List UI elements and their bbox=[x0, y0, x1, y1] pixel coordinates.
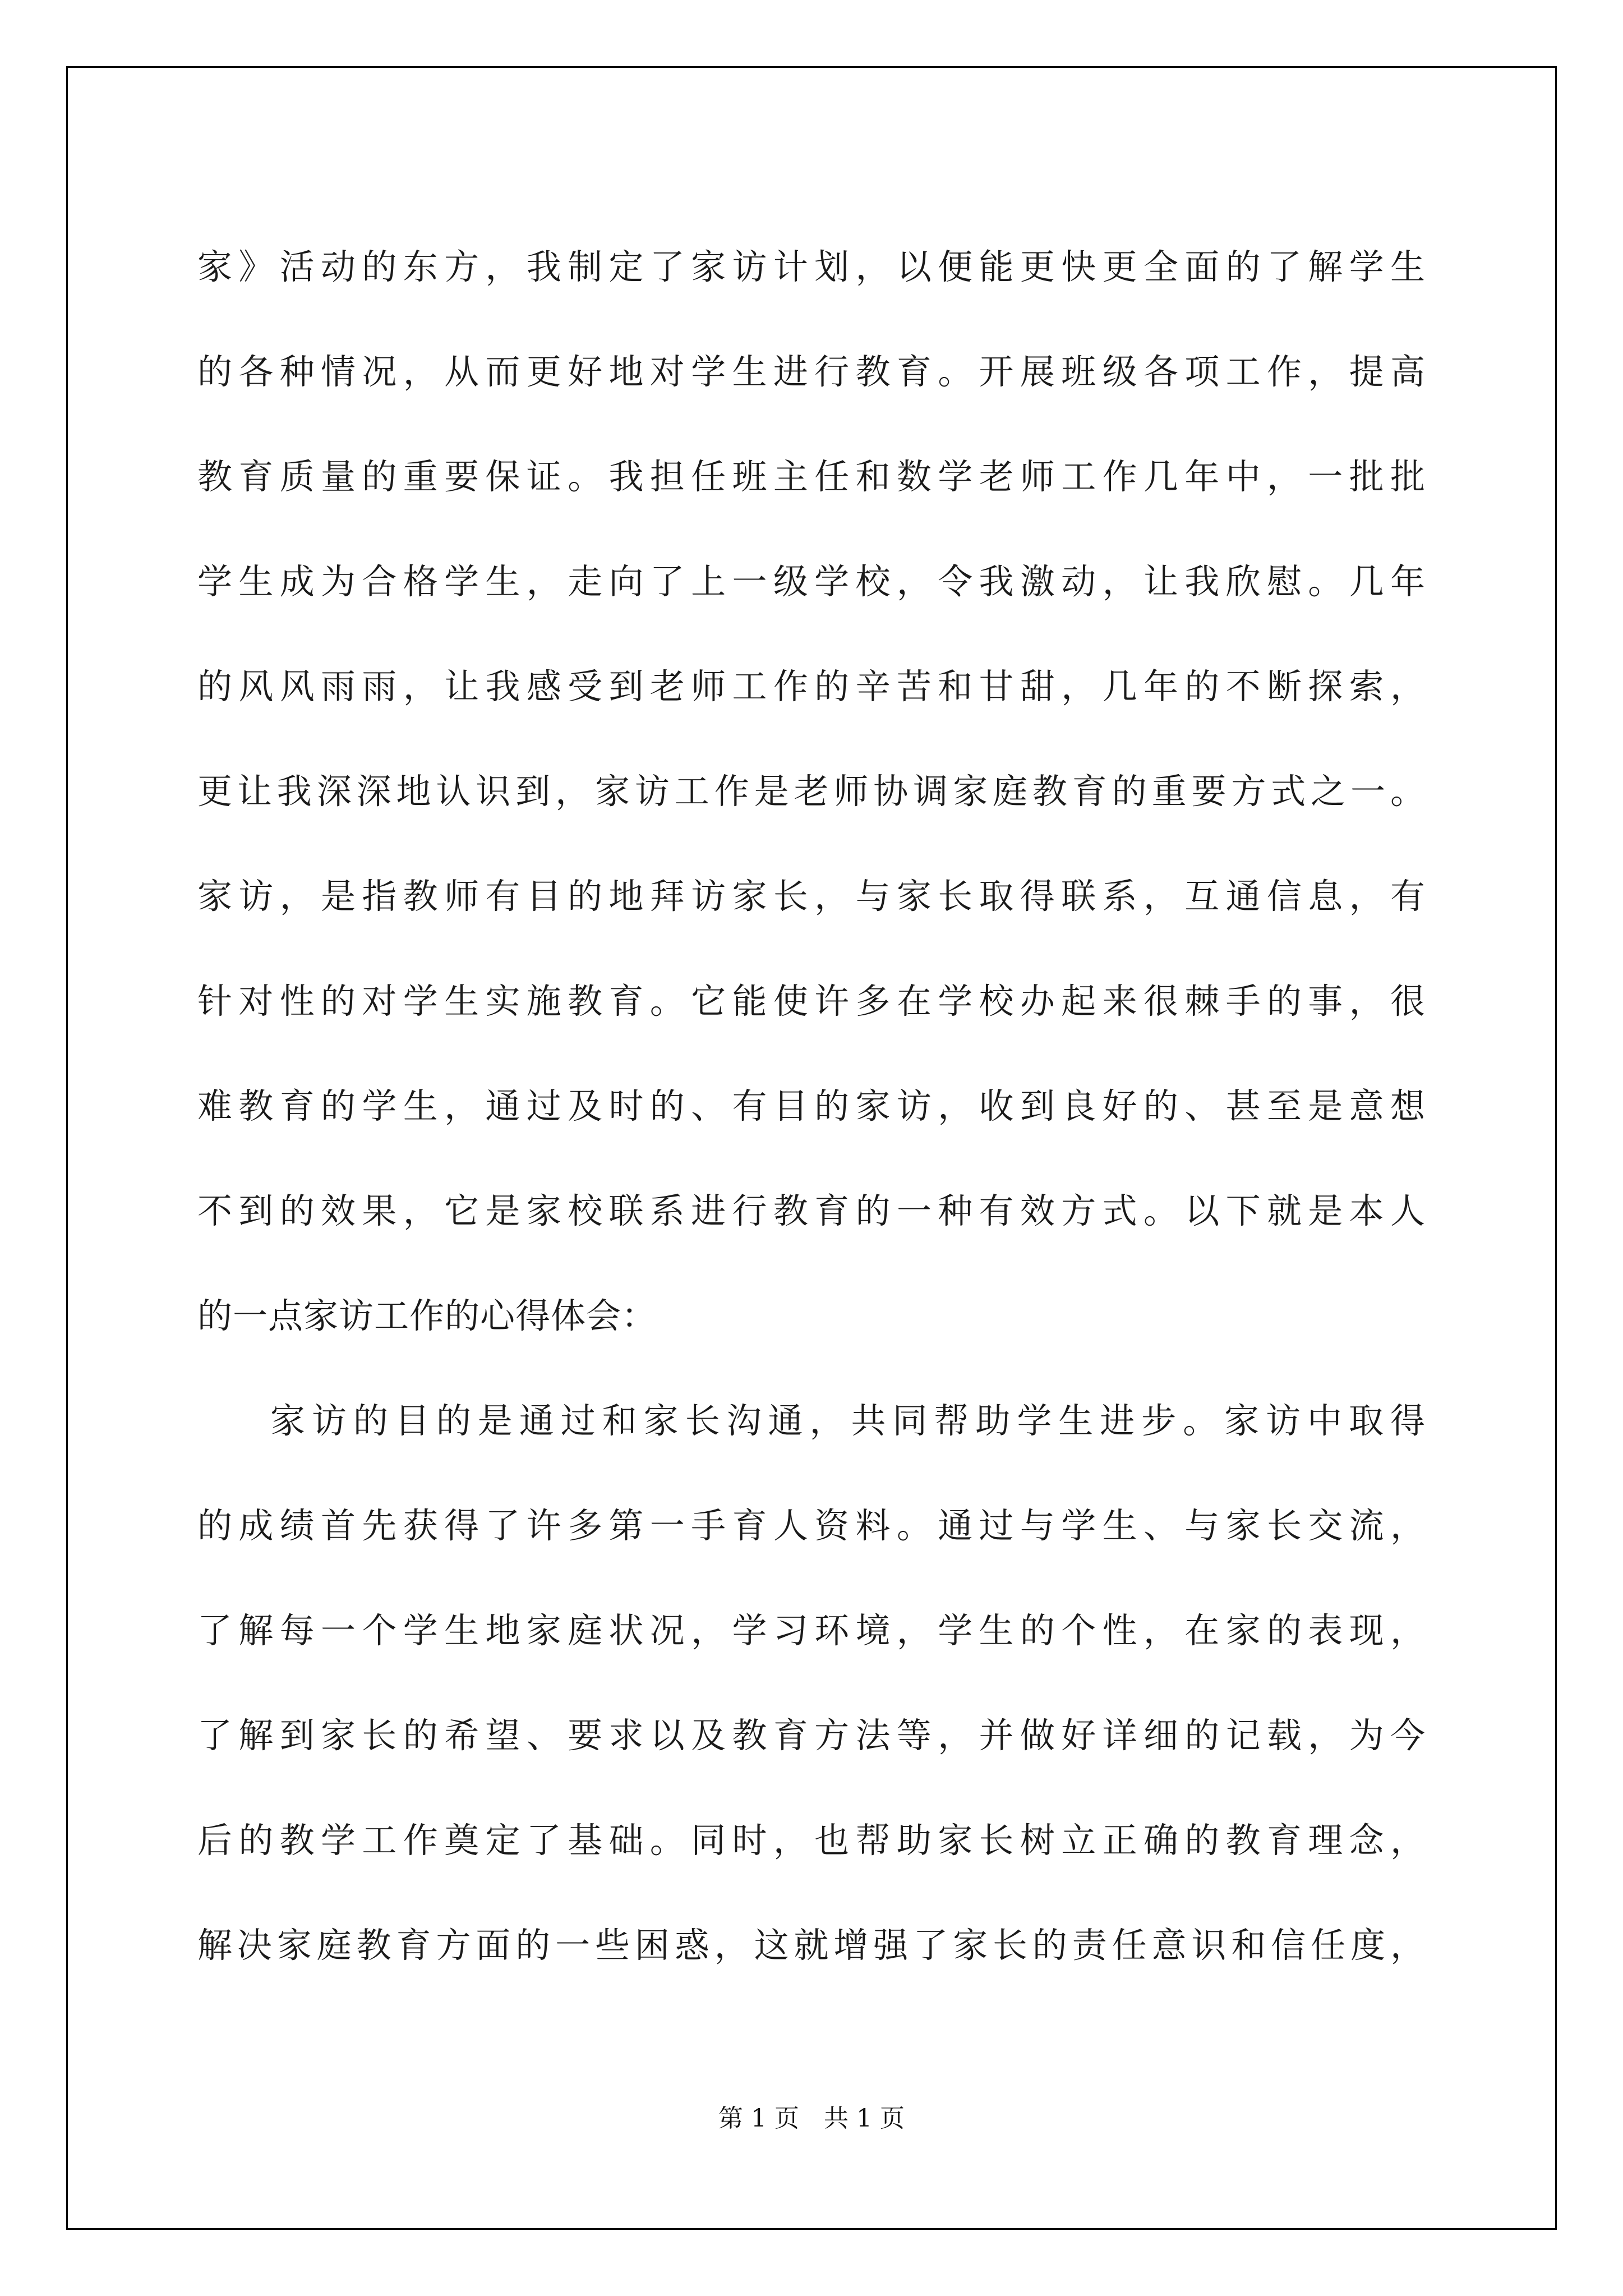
text-line: 针对性的对学生实施教育。它能使许多在学校办起来很棘手的事，很 bbox=[197, 981, 1426, 1022]
text-line: 了解到家长的希望、要求以及教育方法等，并做好详细的记载，为今 bbox=[197, 1715, 1426, 1756]
document-body bbox=[197, 214, 1426, 1998]
text-line: 的各种情况，从而更好地对学生进行教育。开展班级各项工作，提高 bbox=[197, 351, 1426, 392]
text-line: 的风风雨雨，让我感受到老师工作的辛苦和甘甜，几年的不断探索， bbox=[197, 666, 1426, 707]
text-line: 不到的效果，它是家校联系进行教育的一种有效方式。以下就是本人 bbox=[197, 1190, 1426, 1231]
text-line: 的一点家访工作的心得体会： bbox=[197, 1295, 657, 1336]
text-line: 的成绩首先获得了许多第一手育人资料。通过与学生、与家长交流， bbox=[197, 1505, 1426, 1546]
paragraph-first-line: 家访的目的是通过和家长沟通，共同帮助学生进步。家访中取得 bbox=[270, 1400, 1426, 1441]
text-line: 后的教学工作奠定了基础。同时，也帮助家长树立正确的教育理念， bbox=[197, 1820, 1426, 1861]
text-line: 家访，是指教师有目的地拜访家长，与家长取得联系，互通信息，有 bbox=[197, 876, 1426, 917]
text-line: 难教育的学生，通过及时的、有目的家访，收到良好的、甚至是意想 bbox=[197, 1085, 1426, 1126]
page-number-footer: 第 1 页 共 1 页 bbox=[718, 2104, 905, 2133]
text-line: 了解每一个学生地家庭状况，学习环境，学生的个性，在家的表现， bbox=[197, 1610, 1426, 1651]
text-line: 解决家庭教育方面的一些困惑，这就增强了家长的责任意识和信任度， bbox=[197, 1925, 1426, 1966]
text-line: 更让我深深地认识到，家访工作是老师协调家庭教育的重要方式之一。 bbox=[197, 771, 1426, 812]
text-line: 教育质量的重要保证。我担任班主任和数学老师工作几年中，一批批 bbox=[197, 456, 1426, 497]
text-line: 家》活动的东方，我制定了家访计划，以便能更快更全面的了解学生 bbox=[197, 246, 1426, 287]
text-line: 学生成为合格学生，走向了上一级学校，令我激动，让我欣慰。几年 bbox=[197, 561, 1426, 602]
